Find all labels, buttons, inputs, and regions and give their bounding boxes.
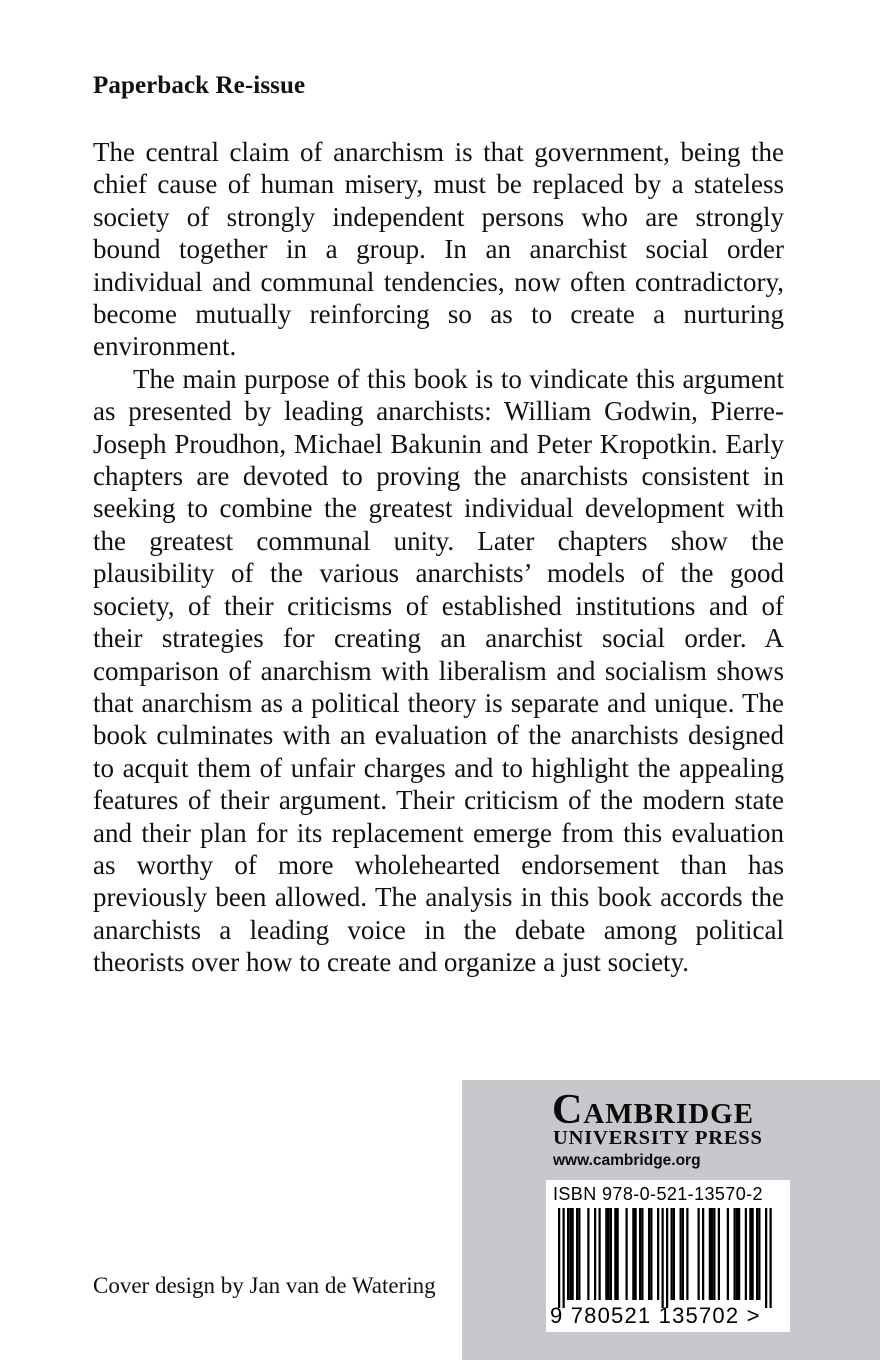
barcode-bar [745,1208,747,1300]
barcode [546,1180,790,1332]
blurb-paragraph-2: The main purpose of this book is to vindicate this argument as presented by leading anarchists: William Godwin, Pierre-Joseph Proudhon, Michael Bakunin and Peter Kropotkin. Early chapters are devoted to proving the anarchists consistent in seeking to combine the greatest individual development with the greatest communal unity. Later chapters show the plausibility of the various anarchists’ models of the good society, of their criticisms of established institutions and of their strategies for creating an anarchist social order. A comparison of anarchism with liberalism and socialism shows that anarchism as a political theory is separate and unique. The book culminates with an evaluation of the anarchists designed to acquit them of unfair charges and to highlight the appealing features of their argument. Their criticism of the modern state and their plan for its replacement emerge from this evaluation as worthy of more wholehearted endorsement than has previously been allowed. The analysis in this book accords the anarchists a leading voice in the debate among political theorists over how to create and organize a just society. [93,363,784,978]
barcode-bar [641,1208,643,1300]
barcode-bar [713,1208,715,1300]
barcode-bar [698,1208,700,1300]
barcode-bar [709,1208,711,1300]
isbn-label: ISBN 978-0-521-13570-2 [553,1184,763,1204]
barcode-bar [756,1208,758,1300]
barcode-bar [648,1208,650,1300]
barcode-bar [639,1208,641,1300]
publisher-panel [462,1080,880,1360]
barcode-guard-bar [666,1208,668,1308]
barcode-bar [702,1208,704,1300]
barcode-bar [734,1208,736,1300]
heading: Paperback Re-issue [93,72,306,99]
barcode-bar [567,1208,569,1300]
publisher-subtitle: UNIVERSITY PRESS [553,1127,763,1149]
barcode-bar [614,1208,616,1300]
barcode-bar [632,1208,634,1300]
barcode-bar [718,1208,720,1300]
ean-digits: 9 780521 135702 > [550,1303,761,1328]
blurb-paragraph-1: The central claim of anarchism is that government, being the chief cause of human misery, must be replaced by a stateless society of strongly independent persons who are strongly bound together in a group. In an anarchist social order individual and communal tendencies, now often contradictory, become mutually reinforcing so as to create a nurturing environment. [93,137,784,362]
barcode-bar [749,1208,751,1300]
barcode-bar [657,1208,659,1300]
barcode-guard-bar [765,1208,767,1308]
barcode-guard-bar [563,1208,565,1308]
publisher-url: www.cambridge.org [553,1152,701,1169]
barcode-bar [686,1208,688,1300]
barcode-bar [576,1208,578,1300]
barcode-bar [727,1208,729,1300]
barcode-bar [617,1208,619,1300]
barcode-guard-bar [558,1208,560,1308]
blurb [93,136,784,979]
barcode-bar [578,1208,580,1300]
barcode-guard-bar [662,1208,664,1308]
barcode-bar [605,1208,607,1300]
barcode-bar [673,1208,675,1300]
barcode-bar [569,1208,571,1300]
barcode-bar [680,1208,682,1300]
barcode-bar [599,1208,601,1300]
barcode-bar [711,1208,713,1300]
barcode-bar [594,1208,596,1300]
barcode-bar [572,1208,574,1300]
barcode-bar [738,1208,740,1300]
barcode-bar [650,1208,652,1300]
barcode-bar [587,1208,589,1300]
barcode-bar [671,1208,673,1300]
barcode-guard-bar [770,1208,772,1308]
publisher-name: Cambridge [552,1087,755,1133]
barcode-bar [752,1208,754,1300]
barcode-bar [626,1208,628,1300]
barcode-bar [682,1208,684,1300]
barcode-bar [736,1208,738,1300]
barcode-bar [610,1208,612,1300]
barcode-bar [635,1208,637,1300]
barcode-bar [758,1208,760,1300]
cover-credit: Cover design by Jan van de Watering [93,1273,436,1298]
barcode-bar [608,1208,610,1300]
